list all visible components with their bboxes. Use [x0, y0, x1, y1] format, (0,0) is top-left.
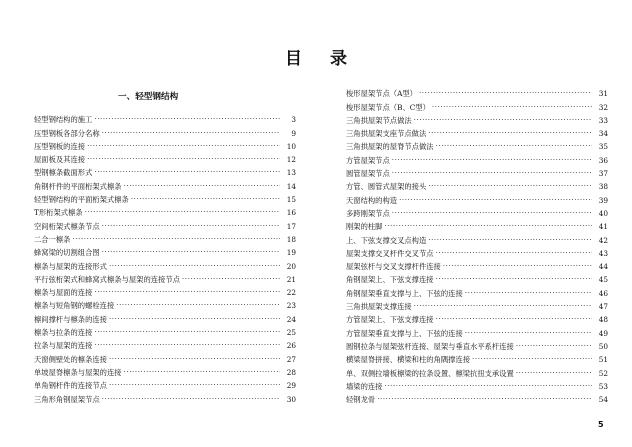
toc-entry-title: 横梁屋脊拼接、横梁和柱的角隅撑连接 — [346, 355, 471, 365]
dot-leader — [472, 355, 592, 364]
dot-leader — [392, 156, 592, 165]
toc-entry[interactable] — [346, 284, 608, 297]
toc-entry[interactable] — [346, 245, 608, 258]
toc-entry-page: 17 — [286, 221, 296, 231]
toc-entry[interactable] — [346, 191, 608, 204]
dot-leader — [436, 275, 592, 284]
section-heading: 一、轻型钢结构 — [118, 92, 179, 102]
toc-entry[interactable] — [34, 377, 296, 390]
toc-entry-page: 27 — [286, 354, 296, 364]
toc-entry-title: 檩条与拉条的连接 — [34, 328, 93, 338]
toc-entry-page: 53 — [598, 381, 608, 391]
toc-entry[interactable] — [346, 338, 608, 351]
dot-leader — [102, 222, 280, 231]
dot-leader — [109, 262, 280, 271]
toc-entry-title: 屋架支撑交叉杆件交叉节点 — [346, 248, 434, 258]
toc-entry[interactable] — [346, 298, 608, 311]
dot-leader — [94, 341, 280, 350]
toc-entry-title: 梭形屋架节点（B、C型） — [346, 102, 430, 112]
toc-entry-page: 40 — [598, 208, 608, 218]
toc-entry-page: 44 — [598, 262, 608, 272]
toc-entry[interactable] — [346, 324, 608, 337]
dot-leader — [384, 222, 592, 231]
dot-leader — [94, 115, 280, 124]
toc-entry-title: 方管屋架上、下弦支撑连接 — [346, 315, 434, 325]
dot-leader — [102, 129, 280, 138]
toc-entry-title: 型钢檩条截面形式 — [34, 168, 93, 178]
toc-entry-page: 23 — [286, 301, 296, 311]
toc-entry[interactable] — [346, 112, 608, 125]
toc-entry-title: 圆钢拉条与屋架弦杆连接、屋架与垂直水平系杆连接 — [346, 341, 514, 351]
toc-entry[interactable] — [34, 191, 296, 204]
toc-entry-title: 上、下弦支撑交叉点构造 — [346, 235, 427, 245]
toc-entry-page: 43 — [598, 248, 608, 258]
dot-leader — [516, 342, 592, 351]
dot-leader — [414, 116, 592, 125]
toc-entry-page: 30 — [286, 394, 296, 404]
toc-entry[interactable] — [34, 231, 296, 244]
toc-entry-page: 21 — [286, 274, 296, 284]
dot-leader — [516, 369, 592, 378]
toc-entry[interactable] — [34, 217, 296, 230]
dot-leader — [384, 382, 592, 391]
toc-entry-page: 26 — [286, 341, 296, 351]
dot-leader — [116, 301, 280, 310]
toc-entry-title: 轻钢龙骨 — [346, 395, 376, 405]
toc-entry-page: 52 — [598, 368, 608, 378]
toc-entry[interactable] — [34, 271, 296, 284]
dot-leader — [392, 169, 592, 178]
toc-entry-title: 檩条与短角钢的螺栓连接 — [34, 301, 115, 311]
toc-right-column — [346, 85, 608, 404]
toc-entry[interactable] — [34, 297, 296, 310]
dot-leader — [465, 329, 592, 338]
dot-leader — [465, 289, 592, 298]
dot-leader — [102, 395, 280, 404]
toc-entry-title: 屋架弦杆与交叉支撑杆件连接 — [346, 262, 441, 272]
dot-leader — [94, 328, 280, 337]
dot-leader — [72, 235, 280, 244]
toc-entry-page: 39 — [598, 195, 608, 205]
dot-leader — [436, 249, 592, 258]
toc-entry-title: 单坡屋脊檩条与屋架的连接 — [34, 367, 122, 377]
dot-leader — [102, 248, 280, 257]
toc-entry[interactable] — [34, 364, 296, 377]
toc-entry-title: 单角钢杆件的连接节点 — [34, 381, 107, 391]
toc-entry-page: 36 — [598, 155, 608, 165]
toc-entry-title: 轻型钢结构的施工 — [34, 115, 93, 125]
toc-left-column — [34, 111, 296, 404]
toc-entry[interactable] — [346, 151, 608, 164]
toc-entry-page: 22 — [286, 288, 296, 298]
toc-entry[interactable] — [346, 351, 608, 364]
page-number: 5 — [598, 420, 604, 429]
toc-entry[interactable] — [346, 364, 608, 377]
toc-entry-page: 25 — [286, 328, 296, 338]
toc-entry-title: 檩条与屋面的连接 — [34, 288, 93, 298]
toc-entry-page: 38 — [598, 182, 608, 192]
toc-entry-title: 三角拱屋架节点做法 — [346, 115, 412, 125]
toc-entry-title: 多跨刚架节点 — [346, 208, 390, 218]
toc-entry-page: 50 — [598, 341, 608, 351]
toc-entry-title: 墙梁的连接 — [346, 381, 383, 391]
toc-entry-title: 压型钢板的连接 — [34, 141, 86, 151]
toc-entry-title: 三角拱屋架支撑连接 — [346, 302, 412, 312]
toc-entry-title: 轻型钢结构的平面桁架式檩条 — [34, 195, 129, 205]
toc-entry-title: 檩条与屋架的连接形式 — [34, 261, 107, 271]
dot-leader — [436, 142, 592, 151]
toc-entry[interactable] — [34, 350, 296, 363]
toc-entry-title: 单、双侧拉墙板檩梁的拉条设置、檩梁抗扭支承设置 — [346, 368, 514, 378]
dot-leader — [109, 315, 280, 324]
toc-entry-title: 方管、圆管式屋架的接头 — [346, 182, 427, 192]
toc-entry-title: 角钢屋架垂直支撑与上、下弦的连接 — [346, 288, 463, 298]
toc-entry-title: 角钢屋架上、下弦支撑连接 — [346, 275, 434, 285]
toc-entry-page: 10 — [286, 141, 296, 151]
toc-entry[interactable] — [346, 218, 608, 231]
toc-entry[interactable] — [346, 205, 608, 218]
toc-entry[interactable] — [34, 164, 296, 177]
toc-entry-title: 空间桁架式檩条节点 — [34, 221, 100, 231]
toc-entry[interactable] — [346, 125, 608, 138]
dot-leader — [87, 142, 280, 151]
toc-entry-title: 角钢杆件的平面桁架式檩条 — [34, 181, 122, 191]
toc-entry-page: 24 — [286, 314, 296, 324]
toc-entry[interactable] — [346, 178, 608, 191]
toc-entry-title: 二合一檩条 — [34, 234, 71, 244]
toc-entry[interactable] — [34, 177, 296, 190]
toc-entry[interactable] — [34, 390, 296, 403]
toc-entry[interactable] — [346, 378, 608, 391]
toc-entry-page: 33 — [598, 115, 608, 125]
toc-entry-title: 方管屋架节点 — [346, 155, 390, 165]
toc-entry[interactable] — [34, 337, 296, 350]
dot-leader — [109, 355, 280, 364]
dot-leader — [182, 275, 280, 284]
toc-entry[interactable] — [34, 324, 296, 337]
toc-entry[interactable] — [34, 111, 296, 124]
toc-entry-title: 三角拱屋架的屋脊节点做法 — [346, 142, 434, 152]
toc-entry-page: 16 — [286, 208, 296, 218]
dot-leader — [377, 395, 592, 404]
toc-entry-page: 37 — [598, 169, 608, 179]
toc-entry[interactable] — [346, 85, 608, 98]
toc-entry-page: 45 — [598, 275, 608, 285]
dot-leader — [85, 208, 280, 217]
dot-leader — [436, 315, 592, 324]
dot-leader — [428, 182, 592, 191]
toc-entry-page: 54 — [598, 395, 608, 405]
toc-entry[interactable] — [346, 258, 608, 271]
page-title: 目录 — [285, 49, 375, 69]
dot-leader — [131, 195, 280, 204]
toc-entry[interactable] — [34, 310, 296, 323]
toc-entry-page: 32 — [598, 102, 608, 112]
dot-leader — [94, 168, 280, 177]
toc-entry-title: 天窗侧壁处的檩条连接 — [34, 354, 107, 364]
toc-entry-page: 29 — [286, 381, 296, 391]
dot-leader — [124, 368, 280, 377]
toc-entry-page: 28 — [286, 367, 296, 377]
toc-entry-title: 平行弦桁架式和蜂窝式檩条与屋架的连接节点 — [34, 274, 180, 284]
toc-entry-page: 19 — [286, 248, 296, 258]
toc-entry-title: 三角拱屋架支座节点做法 — [346, 129, 427, 139]
toc-entry-page: 15 — [286, 195, 296, 205]
toc-entry[interactable] — [34, 257, 296, 270]
toc-entry[interactable] — [34, 138, 296, 151]
toc-entry-page: 31 — [598, 89, 608, 99]
toc-entry[interactable] — [346, 271, 608, 284]
toc-entry-title: 三角形角钢屋架节点 — [34, 394, 100, 404]
dot-leader — [94, 288, 280, 297]
toc-entry-page: 14 — [286, 181, 296, 191]
toc-entry-title: 刚架的柱脚 — [346, 222, 383, 232]
toc-entry-page: 42 — [598, 235, 608, 245]
toc-entry-page: 51 — [598, 355, 608, 365]
toc-entry-title: 屋面板及其连接 — [34, 155, 86, 165]
toc-entry[interactable] — [34, 124, 296, 137]
dot-leader — [87, 155, 280, 164]
dot-leader — [392, 209, 592, 218]
dot-leader — [414, 302, 592, 311]
toc-entry[interactable] — [346, 391, 608, 404]
dot-leader — [432, 103, 592, 112]
toc-entry-page: 20 — [286, 261, 296, 271]
dot-leader — [428, 129, 592, 138]
toc-entry-page: 34 — [598, 129, 608, 139]
dot-leader — [124, 182, 280, 191]
toc-entry[interactable] — [34, 151, 296, 164]
toc-entry-title: 蜂窝梁的切割组合图 — [34, 248, 100, 258]
toc-entry-page: 12 — [286, 155, 296, 165]
toc-entry-title: 压型钢板各部分名称 — [34, 128, 100, 138]
toc-entry-title: 方管屋架垂直支撑与上、下弦的连接 — [346, 328, 463, 338]
toc-entry[interactable] — [34, 204, 296, 217]
toc-entry-title: T形桁架式檩条 — [34, 208, 83, 218]
toc-entry-title: 圆管屋架节点 — [346, 169, 390, 179]
toc-entry-page: 47 — [598, 302, 608, 312]
toc-entry[interactable] — [34, 244, 296, 257]
toc-entry[interactable] — [346, 138, 608, 151]
toc-entry[interactable] — [346, 98, 608, 111]
toc-entry[interactable] — [34, 284, 296, 297]
toc-entry-page: 49 — [598, 328, 608, 338]
dot-leader — [109, 381, 280, 390]
toc-entry-title: 拉条与屋架的连接 — [34, 341, 93, 351]
toc-entry[interactable] — [346, 311, 608, 324]
toc-entry-page: 41 — [598, 222, 608, 232]
toc-entry-page: 9 — [291, 128, 296, 138]
toc-entry-page: 48 — [598, 315, 608, 325]
toc-entry-title: 天窗结构的构造 — [346, 195, 398, 205]
dot-leader — [428, 236, 592, 245]
toc-entry[interactable] — [346, 165, 608, 178]
toc-entry-title: 梭形屋架节点（A型） — [346, 89, 417, 99]
toc-entry-page: 3 — [291, 115, 296, 125]
toc-entry-page: 18 — [286, 234, 296, 244]
dot-leader — [399, 196, 592, 205]
dot-leader — [443, 262, 592, 271]
toc-entry[interactable] — [346, 231, 608, 244]
dot-leader — [419, 89, 592, 98]
toc-entry-page: 46 — [598, 288, 608, 298]
toc-entry-title: 檩间撑杆与檩条的连接 — [34, 314, 107, 324]
toc-entry-page: 13 — [286, 168, 296, 178]
toc-entry-page: 35 — [598, 142, 608, 152]
